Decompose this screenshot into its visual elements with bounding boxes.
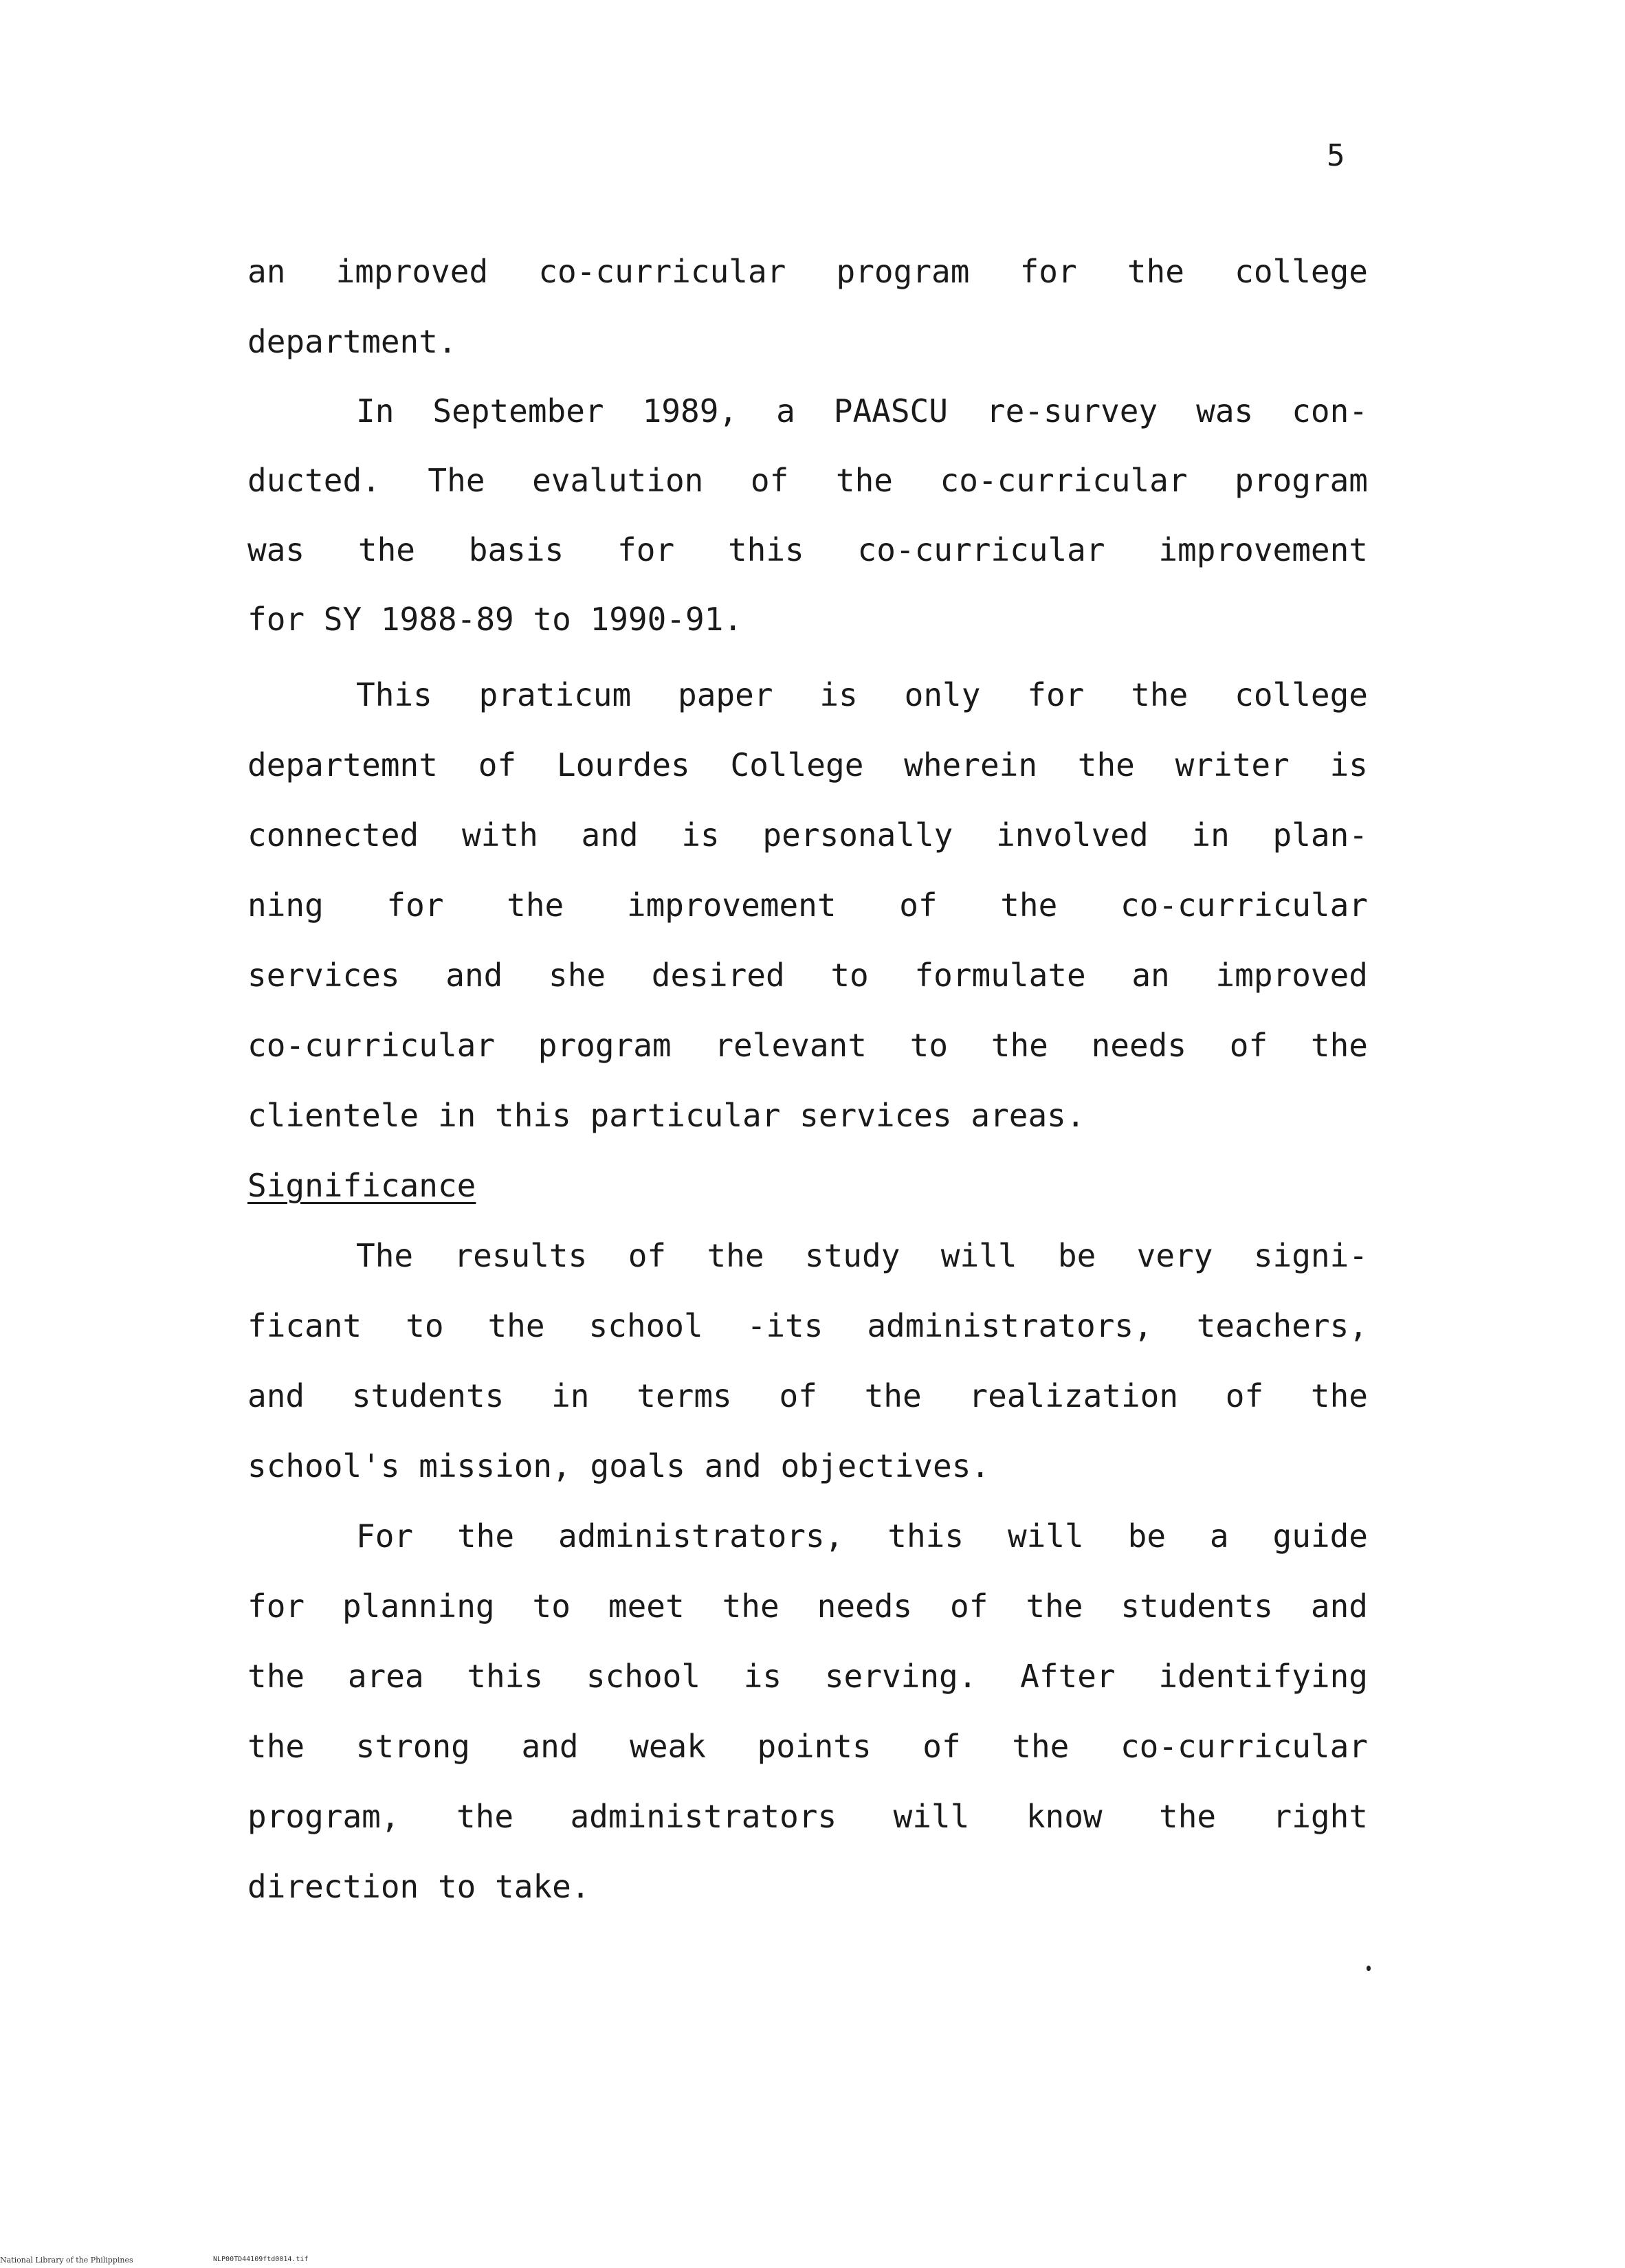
body-line: the strong and weak points of the co-curricular [247, 1728, 1368, 1765]
body-line: program, the administrators will know the right [247, 1798, 1368, 1835]
section-heading: Significance [247, 1167, 476, 1204]
body-line: direction to take. [247, 1868, 590, 1905]
body-line: This praticum paper is only for the college [356, 676, 1368, 713]
body-line: for planning to meet the needs of the students and [247, 1588, 1368, 1625]
body-line: the area this school is serving. After identifying [247, 1658, 1368, 1695]
body-line: In September 1989, a PAASCU re-survey was con- [356, 392, 1368, 430]
body-line: ficant to the school -its administrators, teachers, [247, 1307, 1368, 1344]
body-line: for SY 1988-89 to 1990-91. [247, 601, 743, 638]
body-line: department. [247, 323, 457, 360]
body-line: was the basis for this co-curricular improvement [247, 531, 1368, 568]
footer-file: NLP00TD44109ftd0014.tif [213, 2256, 309, 2263]
body-line: clientele in this particular services areas. [247, 1097, 1085, 1134]
scan-speck [1367, 1966, 1371, 1971]
page-number: 5 [1327, 138, 1345, 173]
body-line: ning for the improvement of the co-curricular [247, 887, 1368, 924]
body-line: services and she desired to formulate an improved [247, 957, 1368, 994]
body-line: For the administrators, this will be a guide [356, 1517, 1368, 1555]
body-line: school's mission, goals and objectives. [247, 1447, 991, 1485]
body-line: departemnt of Lourdes College wherein the writer is [247, 746, 1368, 783]
body-line: The results of the study will be very signi- [356, 1237, 1368, 1274]
footer-library: National Library of the Philippines [0, 2256, 133, 2265]
body-line: and students in terms of the realization of the [247, 1377, 1368, 1414]
body-line: connected with and is personally involved in plan- [247, 816, 1368, 854]
body-line: co-curricular program relevant to the needs of the [247, 1027, 1368, 1064]
body-line: ducted. The evalution of the co-curricular program [247, 462, 1368, 499]
body-line: an improved co-curricular program for the college [247, 253, 1368, 290]
